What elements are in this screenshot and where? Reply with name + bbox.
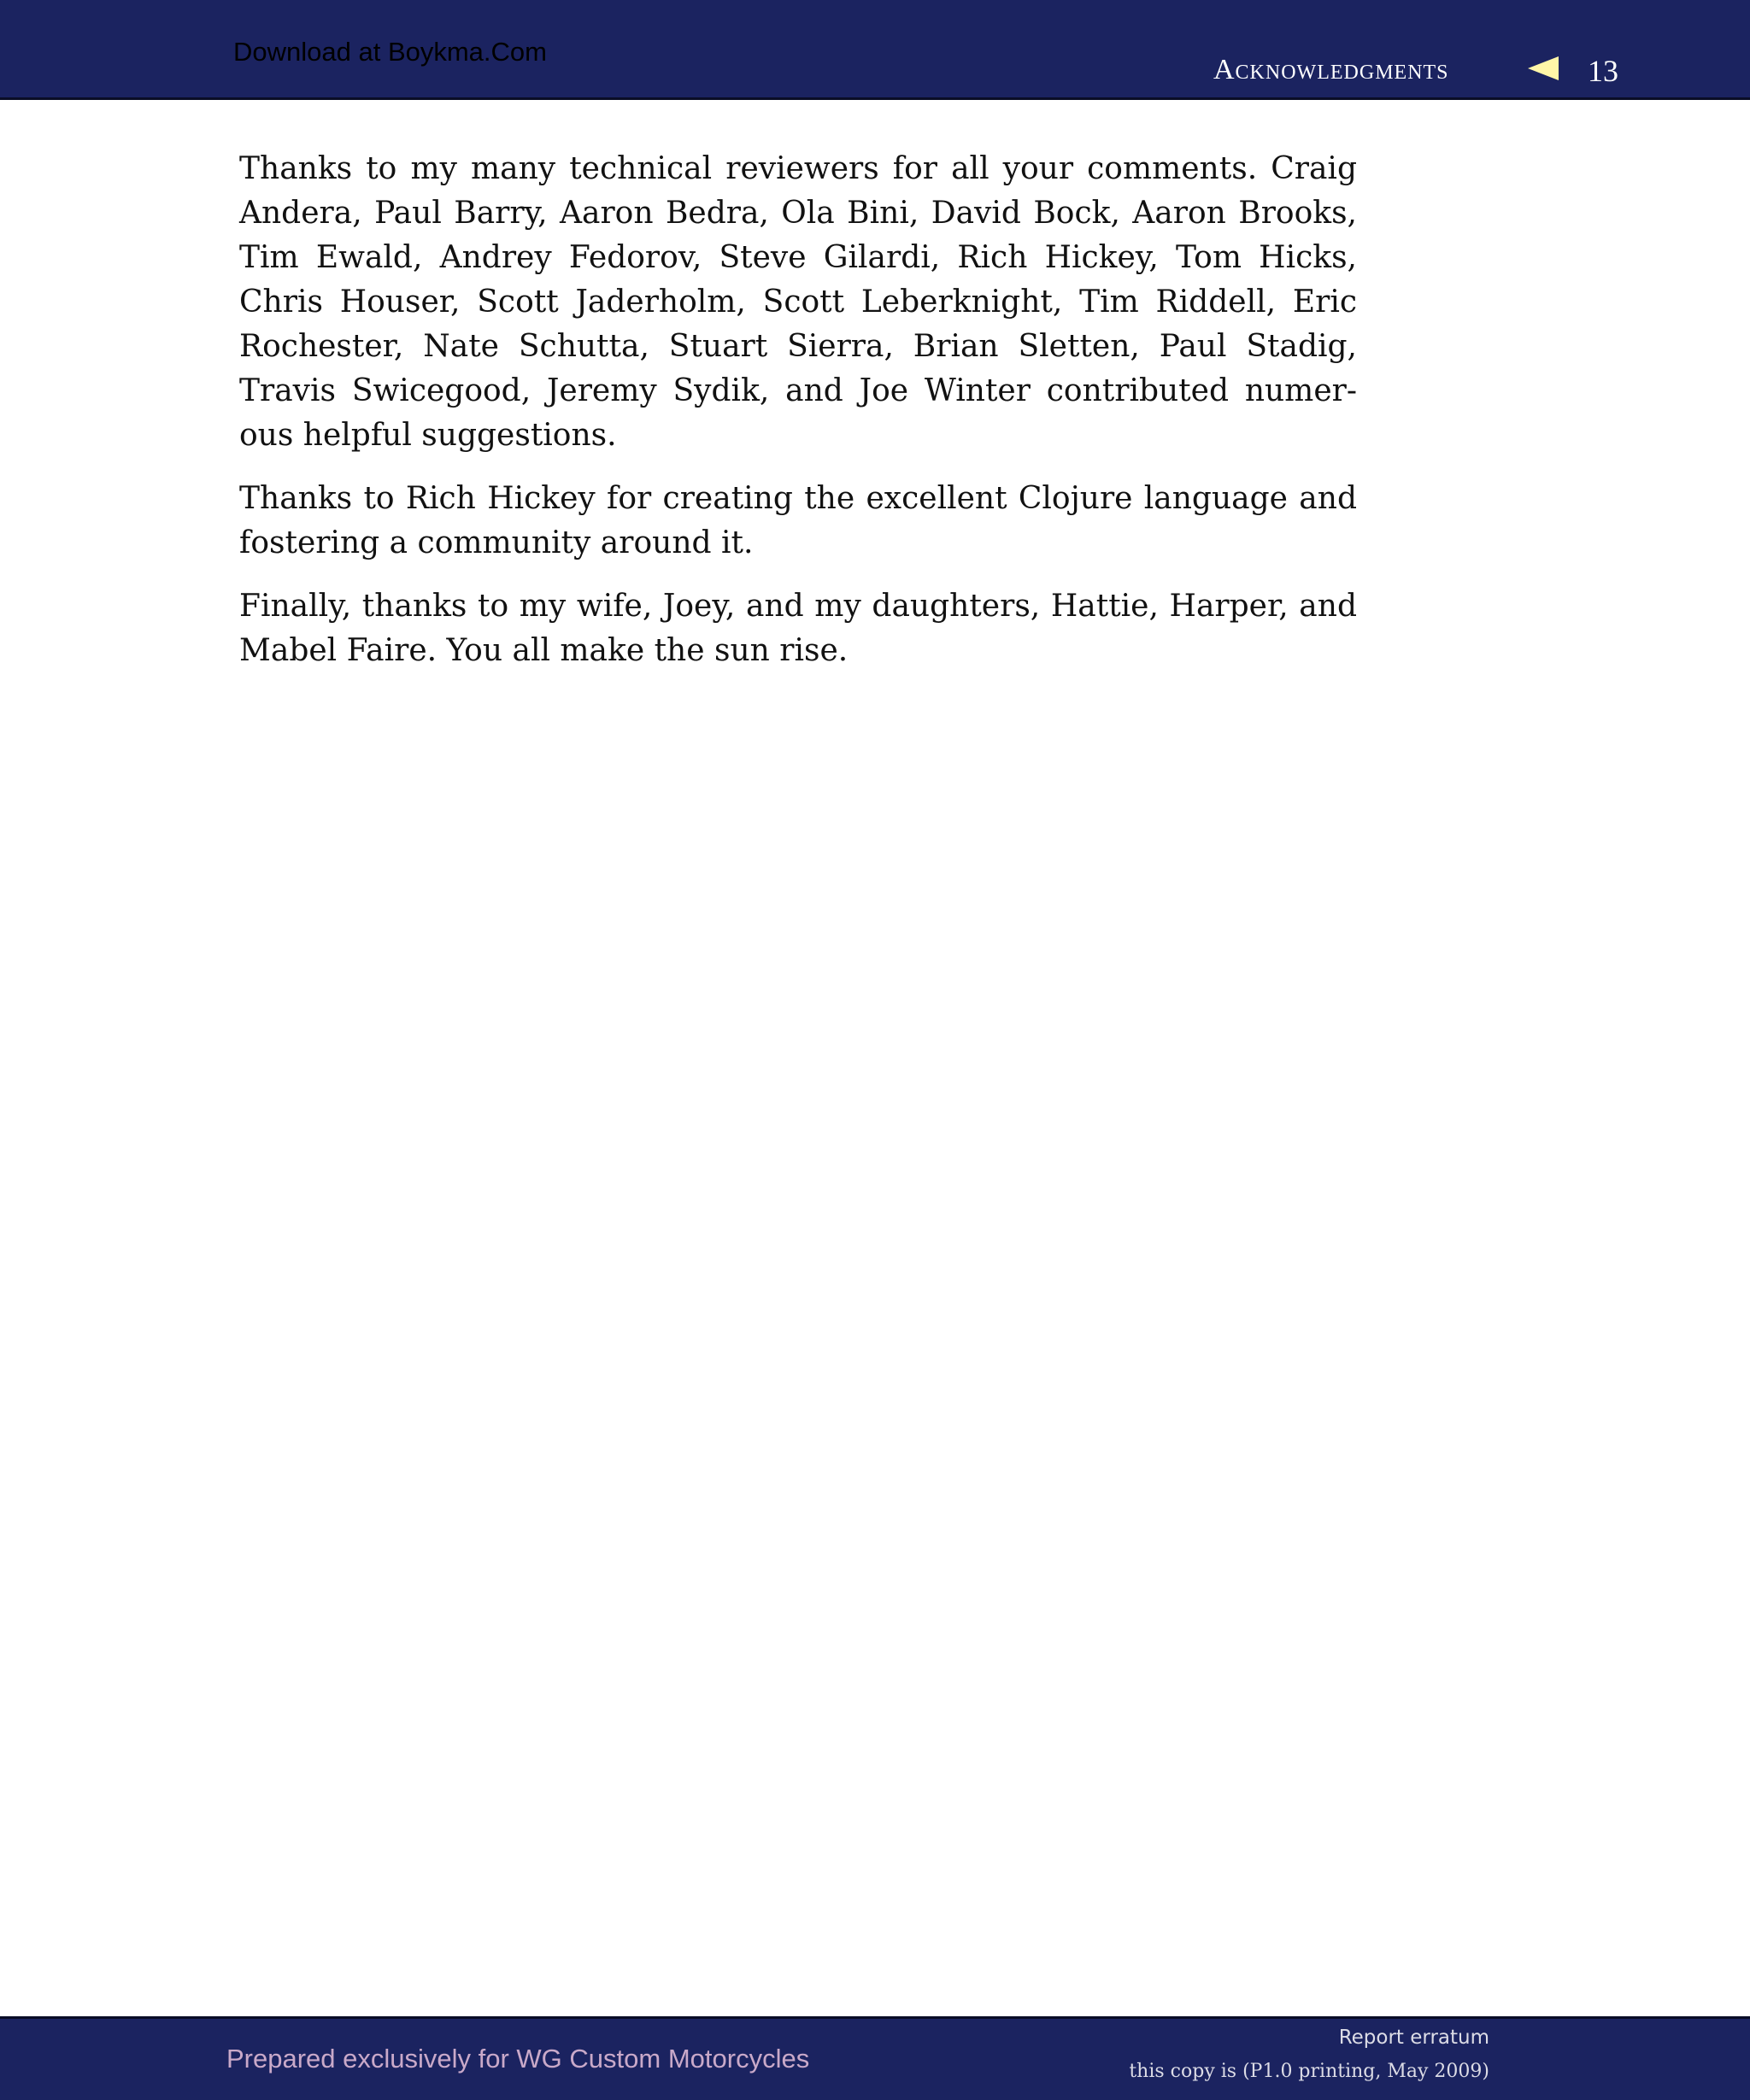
prepared-for-label: Prepared exclusively for WG Custom Motorcycles (226, 2044, 810, 2074)
paragraph-family: Finally, thanks to my wife, Joey, and my daughters, Hattie, Harper, and Mabel Faire. You all make the sun rise. (239, 589, 1357, 668)
paragraph-rich-hickey: Thanks to Rich Hickey for creating the excellent Clojure language and fostering a community around it. (239, 481, 1357, 560)
back-arrow-icon[interactable] (1528, 56, 1559, 80)
section-title: Acknowledgments (1213, 54, 1449, 85)
page-number: 13 (1588, 54, 1618, 88)
report-erratum-link[interactable]: Report erratum (1338, 2027, 1489, 2049)
copy-info: this copy is (P1.0 printing, May 2009) (1129, 2061, 1489, 2082)
acknowledgments-text (239, 147, 1357, 692)
download-watermark: Download at Boykma.Com (233, 37, 547, 67)
paragraph-reviewers: Thanks to my many technical reviewers for all your comments. Craig Andera, Paul Barry, Aaron Bedra, Ola Bini, David Bock, Aaron Brooks, Tim Ewald, Andrey Fedorov, Steve Gilardi, Rich Hickey, Tom Hicks, Chris Houser, Scott Jaderholm, Scott Leberknight, Tim Riddell, Eric Rochester, Nate Schutta, Stuart Sierra, Brian Sletten, Paul Stadig, Travis Swicegood, Jeremy Sydik, and Joe Winter contributed numer-ous helpful suggestions. (239, 151, 1357, 453)
